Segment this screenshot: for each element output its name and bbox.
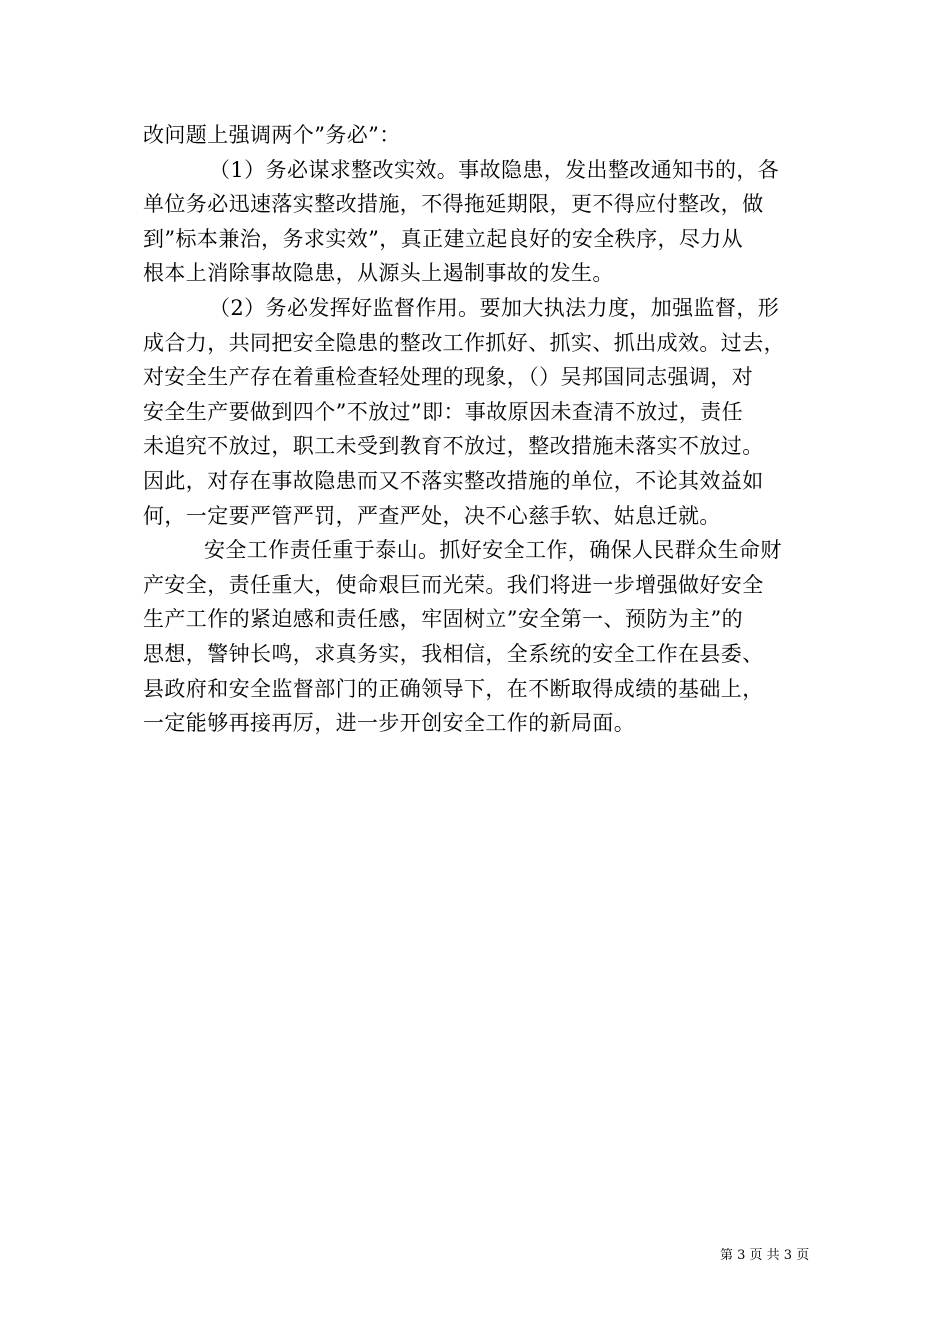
text-line: 安全生产要做到四个”不放过”即：事故原因未查清不放过，责任: [143, 399, 744, 424]
text-line: 对安全生产存在着重检查轻处理的现象，（）吴邦国同志强调，对: [143, 365, 754, 390]
text-line: 生产工作的紧迫感和责任感，牢固树立”安全第一、预防为主”的: [143, 607, 744, 632]
text-line: 因此，对存在事故隐患而又不落实整改措施的单位，不论其效益如: [143, 468, 764, 493]
text-line: 思想，警钟长鸣，求真务实，我相信，全系统的安全工作在县委、: [143, 641, 764, 666]
text-line: （1）务必谋求整改实效。事故隐患，发出整改通知书的，各: [209, 157, 780, 182]
text-line: 到”标本兼治，务求实效”，真正建立起良好的安全秩序，尽力从: [143, 226, 744, 251]
page-number-footer: 第 3 页 共 3 页: [720, 1248, 810, 1263]
text-line: 安全工作责任重于泰山。抓好安全工作，确保人民群众生命财: [204, 538, 782, 563]
text-line: 单位务必迅速落实整改措施，不得拖延期限，更不得应付整改，做: [143, 192, 764, 217]
text-line: 根本上消除事故隐患，从源头上遏制事故的发生。: [143, 261, 614, 286]
document-body: [143, 118, 843, 741]
text-line: 产安全，责任重大，使命艰巨而光荣。我们将进一步增强做好安全: [143, 572, 764, 597]
text-line: 改问题上强调两个”务必”：: [143, 123, 401, 147]
text-line: 县政府和安全监督部门的正确领导下，在不断取得成绩的基础上，: [143, 676, 764, 701]
text-line: 成合力，共同把安全隐患的整改工作抓好、抓实、抓出成效。过去，: [143, 330, 785, 355]
text-line: 何，一定要严管严罚，严查严处，决不心慈手软、姑息迁就。: [143, 503, 721, 528]
text-line: 一定能够再接再厉，进一步开创安全工作的新局面。: [143, 711, 636, 736]
text-line: （2）务必发挥好监督作用。要加大执法力度，加强监督，形: [209, 295, 780, 320]
text-line: 未追究不放过，职工未受到教育不放过，整改措施未落实不放过。: [143, 434, 764, 459]
